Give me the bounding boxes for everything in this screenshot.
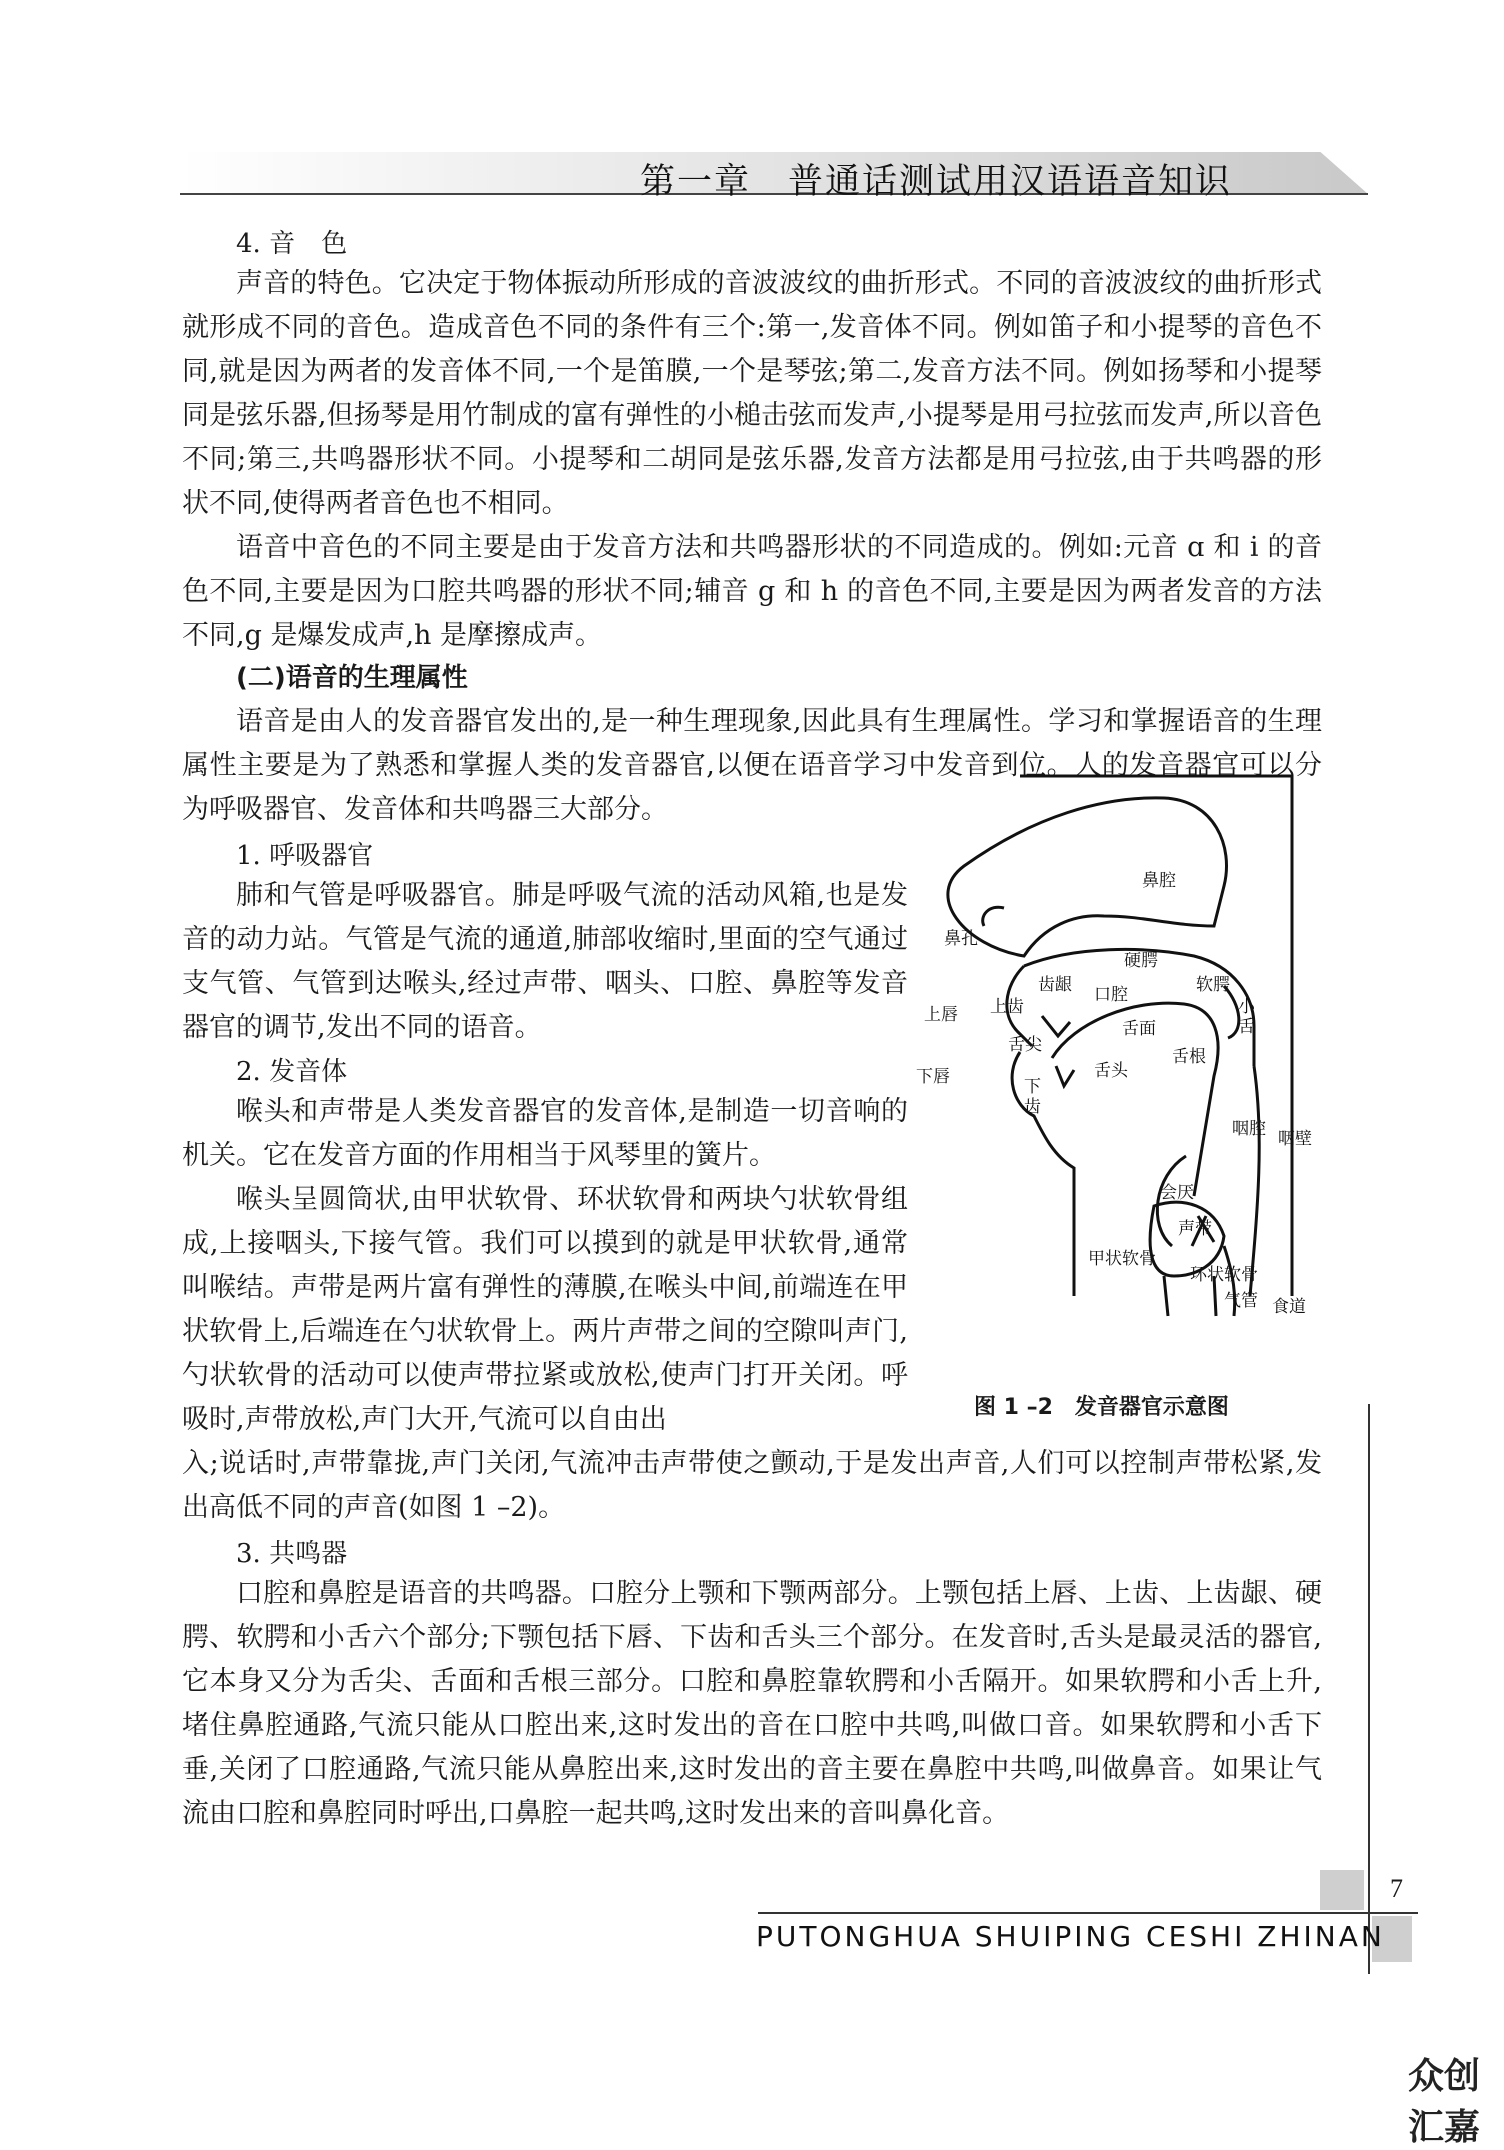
label-oral-cavity: 口腔 [1094,985,1128,1005]
label-lower-teeth-2: 齿 [1024,1097,1041,1117]
articulation-diagram [916,776,1334,1346]
label-tongue-tip: 舌尖 [1008,1035,1042,1055]
series-title: PUTONGHUA SHUIPING CESHI ZHINAN [756,1920,1385,1953]
lower-lip-chin-outline [1012,1052,1074,1296]
label-lower-teeth-1: 下 [1024,1077,1041,1097]
label-vocal-cords: 声带 [1178,1219,1212,1239]
label-tongue-root: 舌根 [1172,1047,1206,1067]
footer-rule [758,1912,1418,1914]
right-margin-rule [1368,1404,1370,1974]
nostril-outline [983,907,1004,926]
label-esophagus: 食道 [1272,1297,1306,1317]
label-pharynx-wall: 咽壁 [1278,1129,1312,1149]
label-cricoid: 环状软骨 [1190,1265,1258,1285]
label-upper-lip: 上唇 [924,1005,958,1025]
label-upper-teeth: 上齿 [990,997,1024,1017]
page-number: 7 [1390,1874,1403,1903]
label-pharynx: 咽腔 [1232,1119,1266,1139]
vocal-body-paragraph-2a: 喉头呈圆筒状,由甲状软骨、环状软骨和两块勺状软骨组成,上接咽头,下接气管。我们可以摸到的就是甲状软骨,通常叫喉结。声带是两片富有弹性的薄膜,在喉头中间,前端连在甲状软骨上,后端连在勺状软骨上。两片声带之间的空隙叫声门,勺状软骨的活动可以使声带拉紧或放松,使声门打开关闭。呼吸时,声带放松,声门大开,气流可以自由出 [182,1184,908,1435]
label-thyroid: 甲状软骨 [1088,1249,1156,1269]
nasal-cavity-outline [948,798,1227,956]
label-epiglottis: 会厌 [1160,1183,1194,1203]
label-lower-lip: 下唇 [916,1067,950,1087]
timbre-paragraph-2: 语音中音色的不同主要是由于发音方法和共鸣器形状的不同造成的。例如:元音 ɑ 和 i 的音色不同,主要是因为口腔共鸣器的形状不同;辅音 g 和 h 的音色不同,主要是因为两者发音的方法不同,g 是爆发成声,h 是摩擦成声。 [182,532,1322,651]
label-uvula-2: 舌 [1238,1017,1255,1037]
label-hard-palate: 硬腭 [1124,951,1158,971]
lower-teeth-outline [1056,1066,1074,1086]
physio-heading: (二)语音的生理属性 [236,663,468,693]
label-alveolar: 齿龈 [1038,975,1072,995]
resonator-heading: 3. 共鸣器 [236,1539,348,1569]
label-nasal-cavity: 鼻腔 [1142,871,1176,891]
footer-shade-block [1320,1870,1364,1910]
figure-caption: 图 1 –2 发音器官示意图 [974,1395,1229,1420]
respiratory-heading: 1. 呼吸器官 [236,841,374,871]
upper-teeth-outline [1042,1016,1070,1036]
watermark: 众创汇嘉 [1408,2056,1481,2148]
label-trachea: 气管 [1224,1291,1258,1311]
resonator-paragraph: 口腔和鼻腔是语音的共鸣器。口腔分上颚和下颚两部分。上颚包括上唇、上齿、上齿龈、硬腭、软腭和小舌六个部分;下颚包括下唇、下齿和舌头三个部分。在发音时,舌头是最灵活的器官,它本身又分为舌尖、舌面和舌根三部分。口腔和鼻腔靠软腭和小舌隔开。如果软腭和小舌上升,堵住鼻腔通路,气流只能从口腔出来,这时发出的音在口腔中共鸣,叫做口音。如果软腭和小舌下垂,关闭了口腔通路,气流只能从鼻腔出来,这时发出的音主要在鼻腔中共鸣,叫做鼻音。如果让气流由口腔和鼻腔同时呼出,口鼻腔一起共鸣,这时发出来的音叫鼻化音。 [182,1578,1322,1829]
physio-paragraph: 语音是由人的发音器官发出的,是一种生理现象,因此具有生理属性。学习和掌握语音的生理属性主要是为了熟悉和掌握人类的发音器官,以便在语音学习中发音到位。人的发音器官可以分为呼吸器官、发音体和共鸣器三大部分。 [182,706,1322,825]
timbre-heading: 4. 音 色 [236,229,348,259]
respiratory-paragraph: 肺和气管是呼吸器官。肺是呼吸气流的活动风箱,也是发音的动力站。气管是气流的通道,肺部收缩时,里面的空气通过支气管、气管到达喉头,经过声带、咽头、口腔、鼻腔等发音器官的调节,发出不同的语音。 [182,880,908,1043]
label-tongue-blade: 舌面 [1122,1019,1156,1039]
vocal-body-heading: 2. 发音体 [236,1057,348,1087]
label-tongue: 舌头 [1094,1061,1128,1081]
timbre-paragraph-1: 声音的特色。它决定于物体振动所形成的音波波纹的曲折形式。不同的音波波纹的曲折形式就形成不同的音色。造成音色不同的条件有三个:第一,发音体不同。例如笛子和小提琴的音色不同,就是因为两者的发音体不同,一个是笛膜,一个是琴弦;第二,发音方法不同。例如扬琴和小提琴同是弦乐器,但扬琴是用竹制成的富有弹性的小槌击弦而发声,小提琴是用弓拉弦而发声,所以音色不同;第三,共鸣器形状不同。小提琴和二胡同是弦乐器,发音方法都是用弓拉弦,由于共鸣器的形状不同,使得两者音色也不相同。 [182,268,1322,519]
vocal-body-paragraph-2b: 入;说话时,声带靠拢,声门关闭,气流冲击声带使之颤动,于是发出声音,人们可以控制声带松紧,发出高低不同的声音(如图 1 –2)。 [182,1448,1322,1523]
chapter-title: 第一章 普通话测试用汉语语音知识 [640,162,1233,202]
label-soft-palate: 软腭 [1196,975,1230,995]
label-uvula-1: 小 [1238,997,1255,1017]
vocal-body-paragraph-1: 喉头和声带是人类发音器官的发音体,是制造一切音响的机关。它在发音方面的作用相当于风琴里的簧片。 [182,1096,908,1171]
pharynx-wall-outline [1250,1066,1259,1296]
label-nostril: 鼻孔 [944,929,978,949]
